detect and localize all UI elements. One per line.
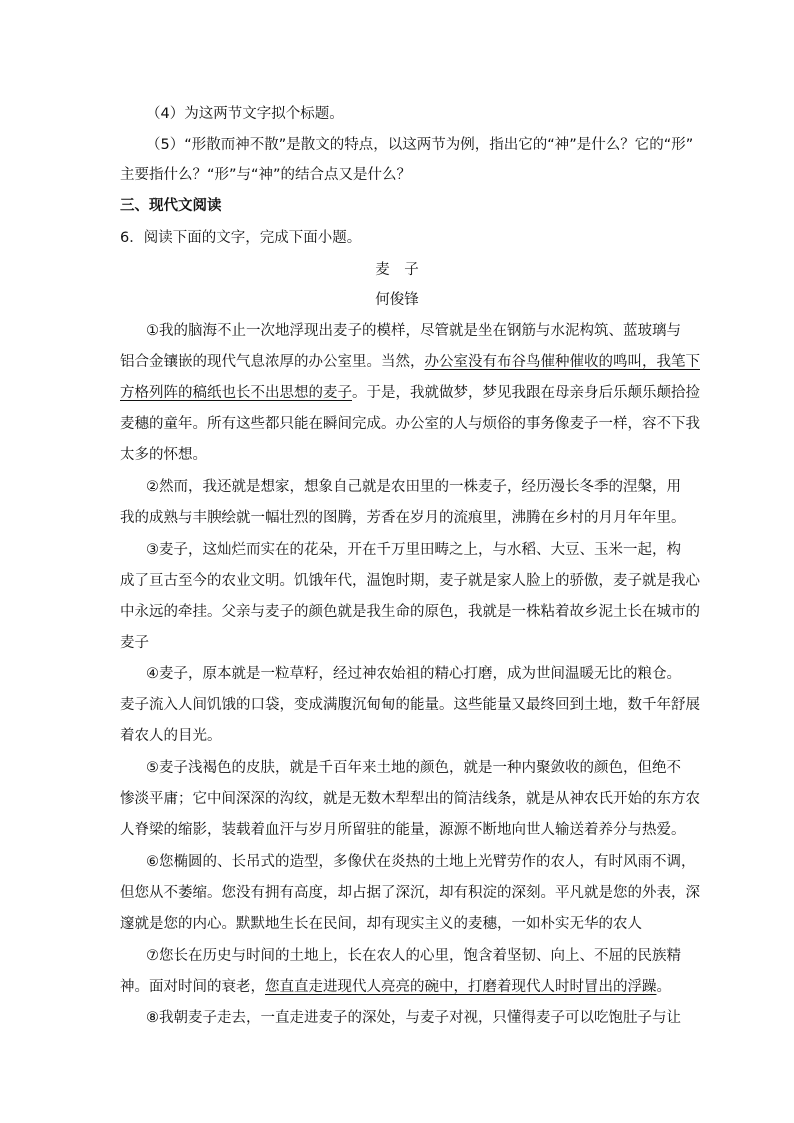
paragraph-8-line-1: ⑧我朝麦子走去，一直走进麦子的深处，与麦子对视，只懂得麦子可以吃饱肚子与让 bbox=[146, 1010, 681, 1026]
paragraph-7-text: 。 bbox=[656, 979, 671, 995]
paragraph-7-line-1: ⑦您长在历史与时间的土地上，长在农人的心里，饱含着坚韧、向上、不屈的民族精 bbox=[146, 948, 681, 964]
paragraph-2-line-1: ②然而，我还就是想家，想象自己就是农田里的一株麦子，经历漫长冬季的涅槃，用 bbox=[146, 479, 681, 495]
paragraph-4-line-2: 麦子流入人间饥饿的口袋，变成满腹沉甸甸的能量。这些能量又最终回到土地，数千年舒展 bbox=[120, 697, 700, 713]
underlined-sentence-1-end: 方格列阵的稿纸也长不出思想的麦子 bbox=[120, 385, 352, 401]
paragraph-1-line-1: ①我的脑海不止一次地浮现出麦子的模样，尽管就是坐在钢筋与水泥构筑、蓝玻璃与 bbox=[146, 323, 681, 339]
paragraph-5-line-1: ⑤麦子浅褐色的皮肤，就是千百年来土地的颜色，就是一种内聚敛收的颜色，但绝不 bbox=[146, 760, 681, 776]
paragraph-6-line-3: 邃就是您的内心。默默地生长在民间，却有现实主义的麦穗，一如朴实无华的农人 bbox=[120, 916, 642, 932]
paragraph-3-line-4: 麦子 bbox=[120, 635, 149, 651]
paragraph-3-line-2: 成了亘古至今的农业文明。饥饿年代，温饱时期，麦子就是家人脸上的骄傲，麦子就是我心 bbox=[120, 573, 700, 589]
paragraph-3-line-1: ③麦子，这灿烂而实在的花朵，开在千万里田畴之上，与水稻、大豆、玉米一起，构 bbox=[146, 542, 681, 558]
paragraph-3-line-3: 中永远的牵挂。父亲与麦子的颜色就是我生命的原色，我就是一株粘着故乡泥土长在城市的 bbox=[120, 604, 700, 620]
paragraph-7-line-2 bbox=[120, 977, 671, 997]
article-title: 麦 子 bbox=[375, 262, 419, 278]
paragraph-6-line-2: 但您从不萎缩。您没有拥有高度，却占据了深沉，却有积淀的深刻。平凡就是您的外表，深 bbox=[120, 885, 700, 901]
paragraph-6-line-1: ⑥您椭圆的、长吊式的造型，多像伏在炎热的土地上光臂劳作的农人，有时风雨不调， bbox=[146, 854, 696, 870]
paragraph-1-text: 。于是，我就做梦，梦见我跟在母亲身后乐颠乐颠拾捡 bbox=[352, 385, 700, 401]
paragraph-2-line-2: 我的成熟与丰腴绘就一幅壮烈的图腾，芳香在岁月的流痕里，沸腾在乡村的月月年年里。 bbox=[120, 510, 686, 526]
paragraph-5-line-3: 人脊梁的缩影，装载着血汗与岁月所留驻的能量，源源不断地向世人输送着养分与热爱。 bbox=[120, 822, 686, 838]
paragraph-4-line-1: ④麦子，原本就是一粒草籽，经过神农始祖的精心打磨，成为世间温暖无比的粮仓。 bbox=[146, 666, 681, 682]
underlined-sentence-1: 办公室没有布谷鸟催种催收的鸣叫，我笔下 bbox=[424, 354, 700, 370]
question-4: （4）为这两节文字拟个标题。 bbox=[146, 106, 344, 122]
question-5-line-1: （5）“形散而神不散”是散文的特点，以这两节为例，指出它的“神”是什么？它的“形” bbox=[146, 137, 694, 153]
paragraph-1-line-2 bbox=[120, 352, 700, 372]
paragraph-1-line-4: 麦穗的童年。所有这些都只能在瞬间完成。办公室的人与烦俗的事务像麦子一样，容不下我 bbox=[120, 416, 700, 432]
paragraph-7-text: 神。面对时间的衰老， bbox=[120, 979, 265, 995]
paragraph-1-line-3 bbox=[120, 383, 700, 403]
paragraph-1-line-5: 太多的怀想。 bbox=[120, 447, 207, 463]
item-6-instruction: 6．阅读下面的文字，完成下面小题。 bbox=[120, 230, 362, 246]
underlined-sentence-2: 您直直走进现代人亮亮的碗中，打磨着现代人时时冒出的浮躁 bbox=[265, 979, 657, 995]
paragraph-5-line-2: 惨淡平庸；它中间深深的沟纹，就是无数木犁犁出的简洁线条，就是从神农氏开始的东方农 bbox=[120, 791, 700, 807]
article-author: 何俊锋 bbox=[375, 292, 419, 308]
section-heading: 三、现代文阅读 bbox=[120, 198, 222, 214]
paragraph-4-line-3: 着农人的目光。 bbox=[120, 728, 222, 744]
question-5-line-2: 主要指什么？“形”与“神”的结合点又是什么？ bbox=[120, 167, 412, 183]
paragraph-1-text: 铝合金镶嵌的现代气息浓厚的办公室里。当然， bbox=[120, 354, 425, 370]
